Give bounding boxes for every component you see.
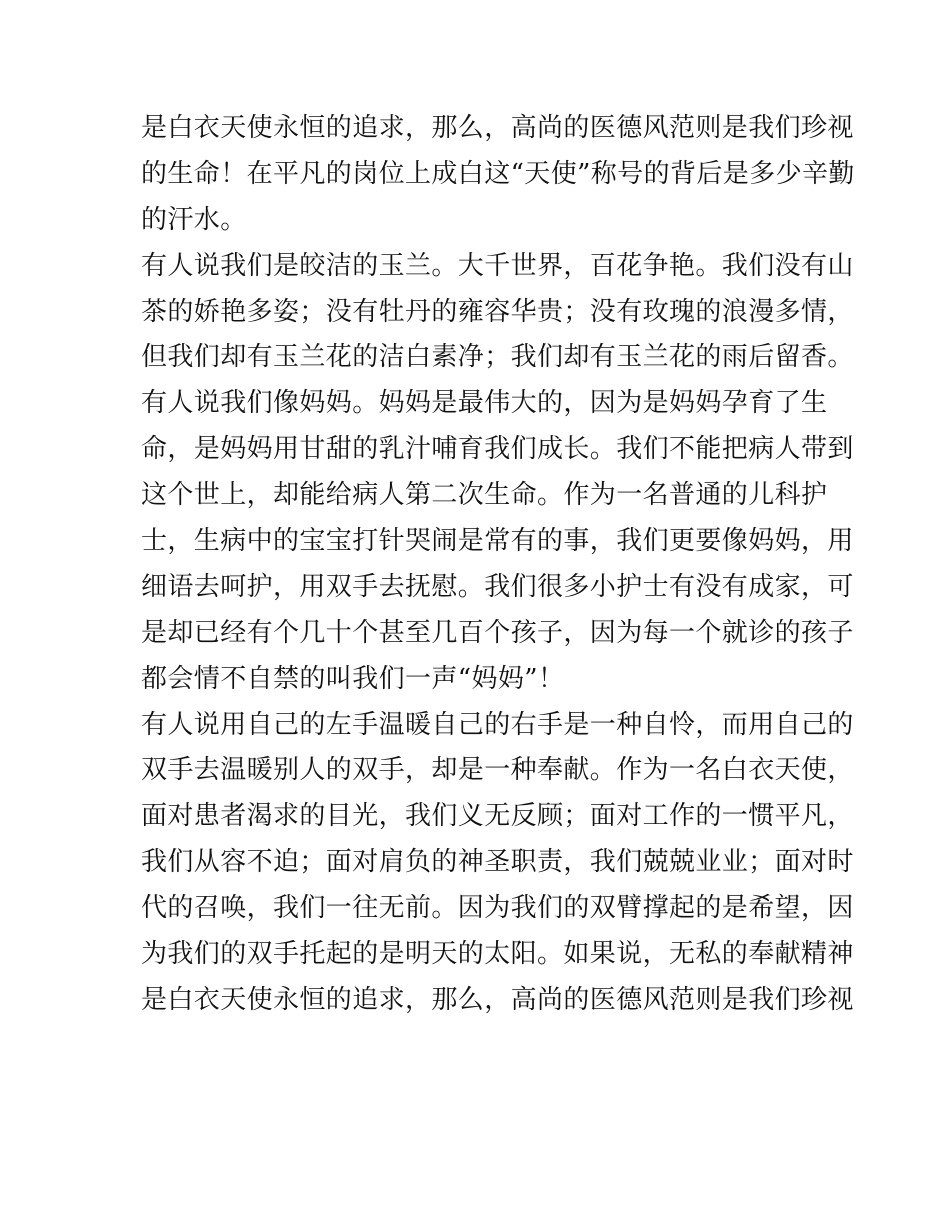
text-line: 有人说用自己的左手温暖自己的右手是一种自怜，而用自己的 (141, 709, 854, 740)
text-line: 有人说我们像妈妈。妈妈是最伟大的，因为是妈妈孕育了生 (141, 388, 828, 419)
text-line: 有人说我们是皎洁的玉兰。大千世界，百花争艳。我们没有山 (141, 250, 854, 281)
text-line: 茶的娇艳多姿；没有牡丹的雍容华贵；没有玫瑰的浪漫多情， (141, 296, 854, 327)
body-text (141, 106, 855, 1024)
text-line: 是却已经有个几十个甚至几百个孩子，因为每一个就诊的孩子 (141, 617, 854, 648)
text-line: 我们从容不迫；面对肩负的神圣职责，我们兢兢业业；面对时 (141, 847, 854, 878)
text-line: 命，是妈妈用甘甜的乳汁哺育我们成长。我们不能把病人带到 (141, 434, 854, 465)
text-line: 面对患者渴求的目光，我们义无反顾；面对工作的一惯平凡， (141, 801, 854, 832)
text-line: 双手去温暖别人的双手，却是一种奉献。作为一名白衣天使， (141, 755, 854, 786)
text-line: 这个世上，却能给病人第二次生命。作为一名普通的儿科护 (141, 480, 828, 511)
text-line: 但我们却有玉兰花的洁白素净；我们却有玉兰花的雨后留香。 (141, 342, 854, 373)
text-line: 士，生病中的宝宝打针哭闹是常有的事，我们更要像妈妈，用 (141, 526, 854, 557)
text-line: 为我们的双手托起的是明天的太阳。如果说，无私的奉献精神 (141, 939, 854, 970)
text-line: 的汗水。 (141, 204, 247, 235)
text-line: 都会情不自禁的叫我们一声“妈妈”！ (141, 663, 565, 694)
text-line: 是白衣天使永恒的追求，那么，高尚的医德风范则是我们珍视 (141, 113, 854, 143)
text-line: 是白衣天使永恒的追求，那么，高尚的医德风范则是我们珍视 (141, 984, 854, 1015)
text-line: 细语去呵护，用双手去抚慰。我们很多小护士有没有成家，可 (141, 571, 854, 602)
text-line: 代的召唤，我们一往无前。因为我们的双臂撑起的是希望，因 (141, 893, 854, 924)
text-line: 的生命！在平凡的岗位上成白这“天使”称号的背后是多少辛勤 (141, 158, 855, 189)
